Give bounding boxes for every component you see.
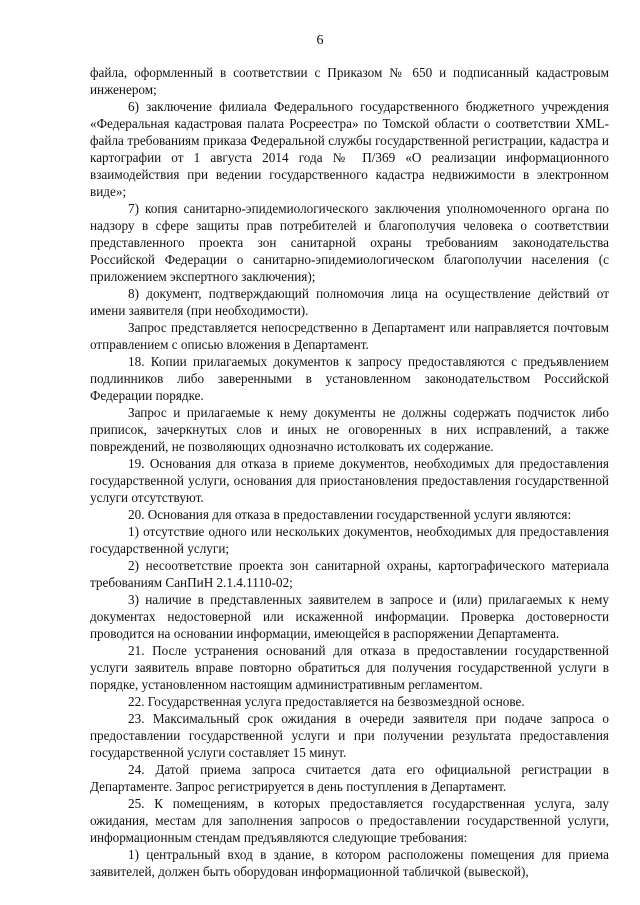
paragraph: 25. К помещениям, в которых предоставляется государственная услуга, залу ожидания, местам для заполнения запросов о предоставлении государственной услуги, информационным стендам предъявляются следующие требования:: [90, 796, 609, 845]
paragraph: 6) заключение филиала Федерального государственного бюджетного учреждения «Федеральная кадастровая палата Росреестра» по Томской области о соответствии XML-файла требованиям приказа Федеральной службы государственной регистрации, кадастра и картографии от 1 августа 2014 года № П/369 «О реализации информационного взаимодействия при ведении государственного кадастра недвижимости в электронном виде»;: [90, 99, 609, 199]
paragraph: Запрос и прилагаемые к нему документы не должны содержать подчисток либо приписок, зачеркнутых слов и иных не оговоренных в них исправлений, а также повреждений, не позволяющих однозначно истолковать их содержание.: [90, 405, 609, 454]
page-number: 6: [316, 33, 324, 48]
paragraph: 20. Основания для отказа в предоставлении государственной услуги являются:: [128, 507, 572, 522]
paragraph: 7) копия санитарно-эпидемиологического заключения уполномоченного органа по надзору в сфере защиты прав потребителей и благополучия человека о соответствии представленного проекта зон санитарной охраны требованиям законодательства Российской Федерации о санитарно-эпидемиологическом благополучии населения (с приложением экспертного заключения);: [90, 201, 609, 284]
paragraph: 23. Максимальный срок ожидания в очереди заявителя при подаче запроса о предоставлении государственной услуги и при получении результата предоставления государственной услуги составляет 15 минут.: [90, 711, 609, 760]
paragraph: 8) документ, подтверждающий полномочия лица на осуществление действий от имени заявителя (при необходимости).: [90, 286, 609, 318]
paragraph: 1) центральный вход в здание, в котором расположены помещения для приема заявителей, должен быть оборудован информационной табличкой (вывеской),: [90, 847, 609, 879]
paragraph: 2) несоответствие проекта зон санитарной охраны, картографического материала требованиям СанПиН 2.1.4.1110-02;: [90, 558, 609, 590]
paragraph: 24. Датой приема запроса считается дата его официальной регистрации в Департаменте. Запрос регистрируется в день поступления в Департамент.: [90, 762, 609, 794]
paragraph: 19. Основания для отказа в приеме документов, необходимых для предоставления государственной услуги, основания для приостановления предоставления государственной услуги отсутствуют.: [90, 456, 609, 505]
paragraph: 18. Копии прилагаемых документов к запросу предоставляются с предъявлением подлинников либо заверенными в установленном законодательством Российской Федерации порядке.: [90, 354, 609, 403]
document-body: [90, 64, 609, 880]
paragraph: файла, оформленный в соответствии с Приказом № 650 и подписанный кадастровым инженером;: [90, 65, 609, 97]
paragraph: 1) отсутствие одного или нескольких документов, необходимых для предоставления государственной услуги;: [90, 524, 609, 556]
paragraph: 21. После устранения оснований для отказа в предоставлении государственной услуги заявитель вправе повторно обратиться для получения государственной услуги в порядке, установленном настоящим административным регламентом.: [90, 643, 609, 692]
paragraph: Запрос представляется непосредственно в Департамент или направляется почтовым отправлением с описью вложения в Департамент.: [90, 320, 609, 352]
paragraph: 22. Государственная услуга предоставляется на безвозмездной основе.: [128, 694, 525, 709]
paragraph: 3) наличие в представленных заявителем в запросе и (или) прилагаемых к нему документах недостоверной или искаженной информации. Проверка достоверности проводится на основании информации, имеющейся в распоряжении Департамента.: [90, 592, 609, 641]
